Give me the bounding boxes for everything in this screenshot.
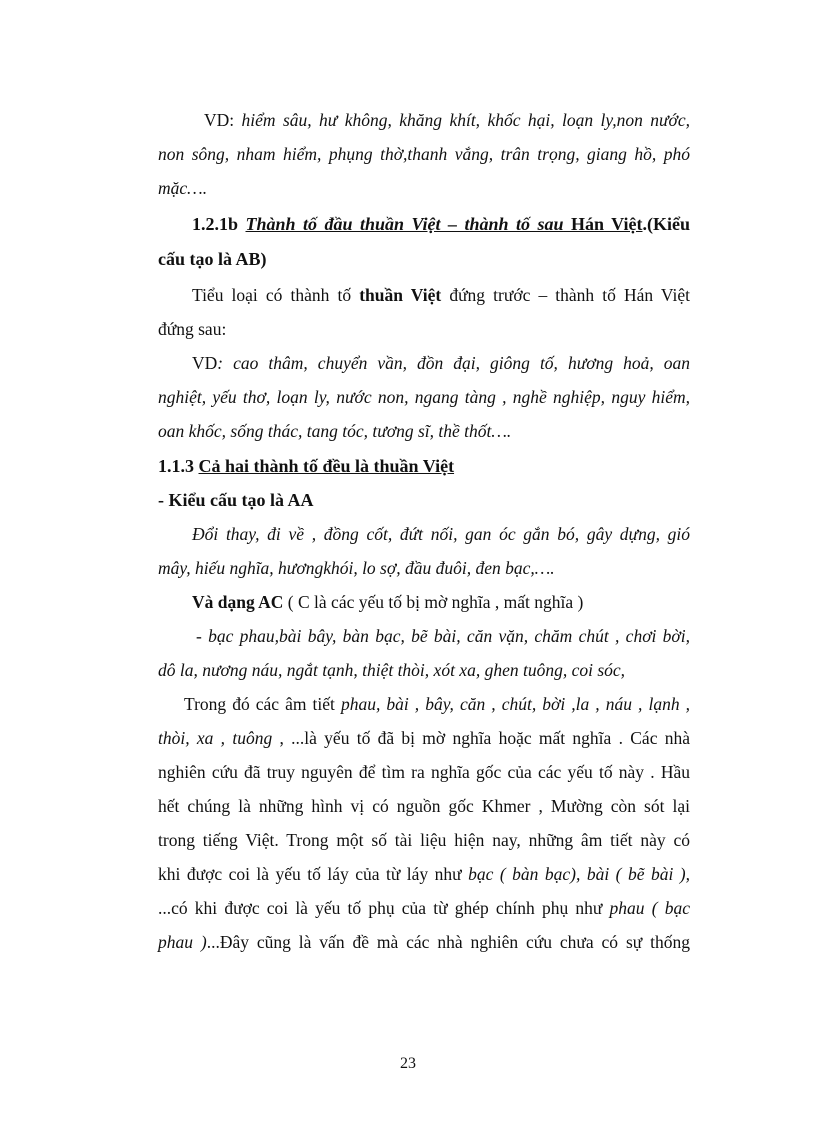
paragraph-line-1: Tiểu loại có thành tố thuần Việt đứng trước – thành tố Hán Việt: [192, 285, 690, 305]
example-words: hiểm sâu, hư không, khăng khít, khốc hại, loạn ly,non nước,: [241, 110, 690, 130]
paragraph-2-line-7: ...có khi được coi là yếu tố phụ của từ ghép chính phụ như phau ( bạc: [158, 898, 690, 918]
paragraph-2-line-4: hết chúng là những hình vị có nguồn gốc Khmer , Mường còn sót lại: [158, 796, 690, 816]
section-heading-1-1-3: 1.1.3 Cả hai thành tố đều là thuần Việt: [158, 456, 455, 476]
paragraph-2-line-6: khi được coi là yếu tố láy của từ láy như bạc ( bàn bạc), bài ( bẽ bài ),: [158, 864, 690, 884]
page-number: 23: [400, 1055, 416, 1072]
example-1-line-1: [204, 107, 690, 133]
paragraph-2-line-3: nghiên cứu đã truy nguyên để tìm ra nghĩa gốc của các yếu tố này . Hầu: [158, 762, 690, 782]
ac-form-line: Và dạng AC ( C là các yếu tố bị mờ nghĩa , mất nghĩa ): [192, 592, 584, 612]
example-1-line-3: mặc….: [158, 178, 208, 198]
paragraph-2-line-8: phau )...Đây cũng là vấn đề mà các nhà nghiên cứu chưa có sự thống: [158, 932, 690, 952]
example-label: VD:: [204, 110, 242, 130]
example-2-line-1: VD: cao thâm, chuyển vần, đồn đại, giông tố, hương hoả, oan: [192, 353, 690, 373]
example-1-line-2: non sông, nham hiểm, phụng thờ,thanh vắng, trân trọng, giang hồ, phó: [158, 144, 690, 164]
example-2-line-2: nghiệt, yếu thơ, loạn ly, nước non, ngang tàng , nghề nghiệp, nguy hiểm,: [158, 387, 690, 407]
section-heading-1-2-1b-line-2: cấu tạo là AB): [158, 249, 267, 269]
example-4-line-2: dô la, nương náu, ngắt tạnh, thiệt thòi, xót xa, ghen tuông, coi sóc,: [158, 660, 626, 680]
example-3-line-1: Đổi thay, đi về , đồng cốt, đứt nối, gan óc gắn bó, gây dựng, gió: [192, 524, 690, 544]
example-2-line-3: oan khốc, sống thác, tang tóc, tương sĩ, thề thốt….: [158, 421, 512, 441]
paragraph-line-2: đứng sau:: [158, 319, 227, 339]
paragraph-2-line-2: thòi, xa , tuông , ...là yếu tố đã bị mờ nghĩa hoặc mất nghĩa . Các nhà: [158, 728, 691, 748]
paragraph-2-line-5: trong tiếng Việt. Trong một số tài liệu hiện nay, những âm tiết này có: [158, 830, 690, 850]
subheading-aa: - Kiểu cấu tạo là AA: [158, 490, 314, 510]
paragraph-2-line-1: Trong đó các âm tiết phau, bài , bây, căn , chút, bời ,la , náu , lạnh ,: [184, 694, 690, 714]
example-3-line-2: mây, hiếu nghĩa, hươngkhói, lo sợ, đầu đuôi, đen bạc,….: [158, 558, 555, 578]
example-4-line-1: - bạc phau,bài bây, bàn bạc, bẽ bài, căn vặn, chăm chút , chơi bời,: [196, 626, 691, 646]
section-heading-1-2-1b: 1.2.1b Thành tố đầu thuần Việt – thành tố sau Hán Việt.(Kiểu: [192, 214, 690, 234]
list-dash: -: [196, 626, 209, 646]
